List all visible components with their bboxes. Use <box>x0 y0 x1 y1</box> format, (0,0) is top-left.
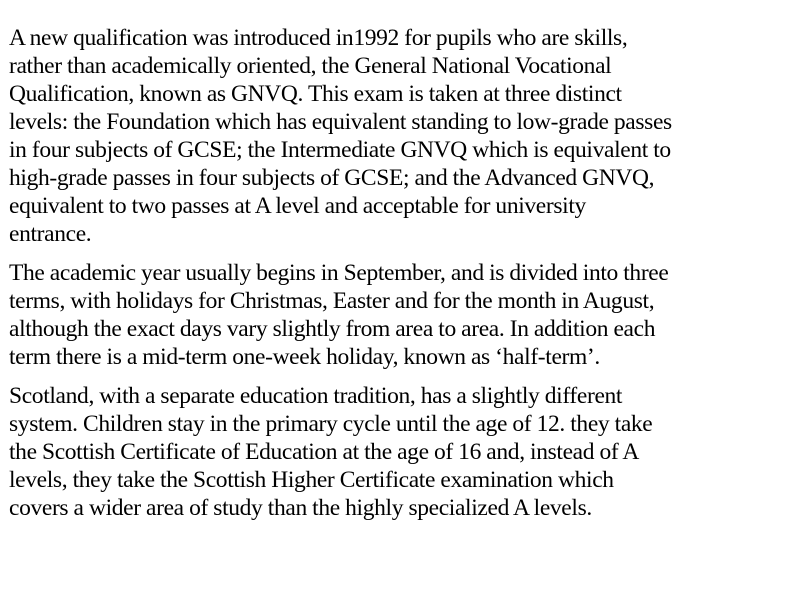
text-line: term there is a mid-term one-week holiday, known as ‘half-term’. <box>9 344 600 370</box>
text-line: levels, they take the Scottish Higher Certificate examination which <box>9 467 614 493</box>
text-line: covers a wider area of study than the highly specialized A levels. <box>9 495 592 521</box>
text-line: system. Children stay in the primary cycle until the age of 12. they take <box>9 411 653 437</box>
text-line: entrance. <box>9 221 92 247</box>
text-line: Scotland, with a separate education tradition, has a slightly different <box>9 383 623 409</box>
text-line: rather than academically oriented, the General National Vocational <box>9 53 612 79</box>
text-line: in four subjects of GCSE; the Intermediate GNVQ which is equivalent to <box>9 137 671 163</box>
text-line: levels: the Foundation which has equivalent standing to low-grade passes <box>9 109 672 135</box>
text-line: A new qualification was introduced in1992 for pupils who are skills, <box>9 25 628 51</box>
text-line: high-grade passes in four subjects of GCSE; and the Advanced GNVQ, <box>9 165 655 191</box>
text-line: The academic year usually begins in September, and is divided into three <box>9 260 669 286</box>
text-line: terms, with holidays for Christmas, Easter and for the month in August, <box>9 288 655 314</box>
text-line: although the exact days vary slightly from area to area. In addition each <box>9 316 656 342</box>
text-body <box>9 24 795 533</box>
text-line: equivalent to two passes at A level and acceptable for university <box>9 193 586 219</box>
paragraph-academic-year <box>9 259 795 371</box>
paragraph-scotland <box>9 382 795 522</box>
text-line: Qualification, known as GNVQ. This exam is taken at three distinct <box>9 81 622 107</box>
text-line: the Scottish Certificate of Education at the age of 16 and, instead of A <box>9 439 640 465</box>
paragraph-gnvq <box>9 24 795 248</box>
